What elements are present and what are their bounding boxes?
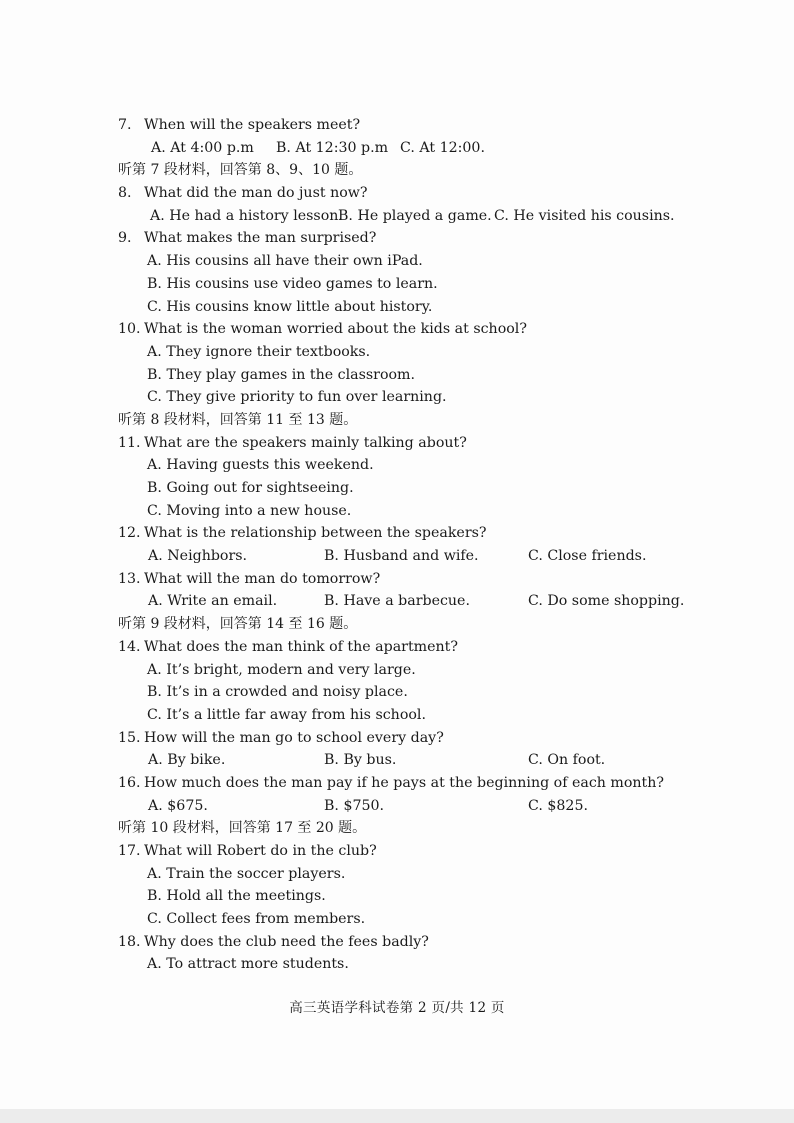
option-b: B. At 12:30 p.m (276, 139, 389, 156)
question-text: How much does the man pay if he pays at the beginning of each month? (144, 774, 664, 791)
option-c: C. Collect fees from members. (147, 911, 366, 928)
question-text: When will the speakers meet? (144, 117, 361, 133)
option-b: B. Hold all the meetings. (147, 888, 326, 905)
option-c: C. He visited his cousins. (494, 207, 675, 224)
option-c: C. Close friends. (528, 548, 647, 565)
option-b: B. Have a barbecue. (324, 593, 470, 610)
question-13 (118, 568, 718, 591)
question-number: 9. (118, 230, 132, 247)
question-list (118, 114, 718, 976)
question-17 (118, 840, 718, 863)
scan-bottom-edge (0, 1109, 794, 1123)
question-number: 18. (118, 933, 141, 950)
question-number: 17. (118, 843, 141, 859)
question-text: How will the man go to school every day? (144, 729, 444, 746)
question-8 (118, 182, 718, 205)
option-b: B. By bus. (324, 752, 397, 769)
question-number: 7. (118, 117, 132, 133)
option-c: C. His cousins know little about history. (147, 298, 433, 315)
question-number: 10. (118, 321, 141, 338)
option-a: A. $675. (148, 797, 208, 814)
option-c: C. On foot. (528, 752, 606, 769)
option-a: A. It’s bright, modern and very large. (147, 661, 416, 678)
question-number: 13. (118, 570, 141, 587)
question-number: 14. (118, 638, 141, 655)
option-a: A. Write an email. (148, 593, 278, 610)
question-12-options (118, 545, 718, 568)
question-7 (118, 114, 718, 137)
question-text: What are the speakers mainly talking about? (144, 434, 467, 451)
question-text: What will Robert do in the club? (144, 843, 377, 859)
question-9 (118, 227, 718, 250)
option-a: A. At 4:00 p.m (151, 139, 254, 156)
option-c: C. They give priority to fun over learning. (147, 389, 447, 406)
section-heading-8: 听第 8 段材料，回答第 11 至 13 题。 (118, 411, 358, 428)
question-16 (118, 772, 718, 795)
option-b: B. They play games in the classroom. (147, 366, 416, 383)
section-heading-9: 听第 9 段材料，回答第 14 至 16 题。 (118, 616, 358, 633)
option-c: C. At 12:00. (400, 139, 485, 156)
question-13-options (118, 590, 718, 613)
page-footer: 高三英语学科试卷第 2 页/共 12 页 (289, 1000, 505, 1016)
question-number: 11. (118, 434, 141, 451)
question-16-options (118, 795, 718, 818)
option-b: B. Going out for sightseeing. (147, 480, 354, 496)
option-a: A. Neighbors. (148, 548, 248, 565)
option-a: A. His cousins all have their own iPad. (147, 253, 423, 270)
section-heading-10: 听第 10 段材料，回答第 17 至 20 题。 (118, 820, 367, 837)
option-a: A. They ignore their textbooks. (147, 343, 371, 360)
option-b: B. His cousins use video games to learn. (147, 275, 438, 292)
option-c: C. $825. (528, 797, 588, 814)
question-11 (118, 432, 718, 455)
option-c: C. Do some shopping. (528, 593, 685, 610)
option-a: A. To attract more students. (147, 956, 349, 973)
question-number: 8. (118, 185, 132, 202)
question-text: What is the woman worried about the kids at school? (144, 321, 527, 338)
question-number: 16. (118, 774, 141, 791)
option-a: A. He had a history lesson. (150, 207, 343, 224)
option-b: B. It’s in a crowded and noisy place. (147, 684, 408, 701)
question-8-options (118, 205, 718, 228)
question-12 (118, 522, 718, 545)
option-c: C. Moving into a new house. (147, 502, 352, 519)
option-a: A. Having guests this weekend. (147, 457, 374, 474)
question-text: Why does the club need the fees badly? (144, 933, 429, 950)
option-b: B. Husband and wife. (324, 548, 479, 565)
question-text: What is the relationship between the speakers? (144, 525, 487, 542)
option-c: C. It’s a little far away from his school. (147, 706, 426, 723)
question-text: What did the man do just now? (144, 185, 368, 202)
option-a: A. Train the soccer players. (147, 865, 346, 882)
question-7-options (118, 137, 718, 160)
section-heading-7: 听第 7 段材料，回答第 8、9、10 题。 (118, 162, 363, 179)
question-text: What will the man do tomorrow? (144, 570, 381, 587)
question-18 (118, 931, 718, 954)
question-14 (118, 636, 718, 659)
option-b: B. $750. (324, 797, 385, 814)
question-15-options (118, 749, 718, 772)
question-10 (118, 318, 718, 341)
question-text: What makes the man surprised? (144, 230, 377, 247)
question-number: 12. (118, 525, 141, 542)
option-a: A. By bike. (148, 752, 226, 769)
question-text: What does the man think of the apartment? (144, 638, 458, 655)
option-b: B. He played a game. (338, 207, 492, 224)
question-number: 15. (118, 729, 141, 746)
question-15 (118, 727, 718, 750)
